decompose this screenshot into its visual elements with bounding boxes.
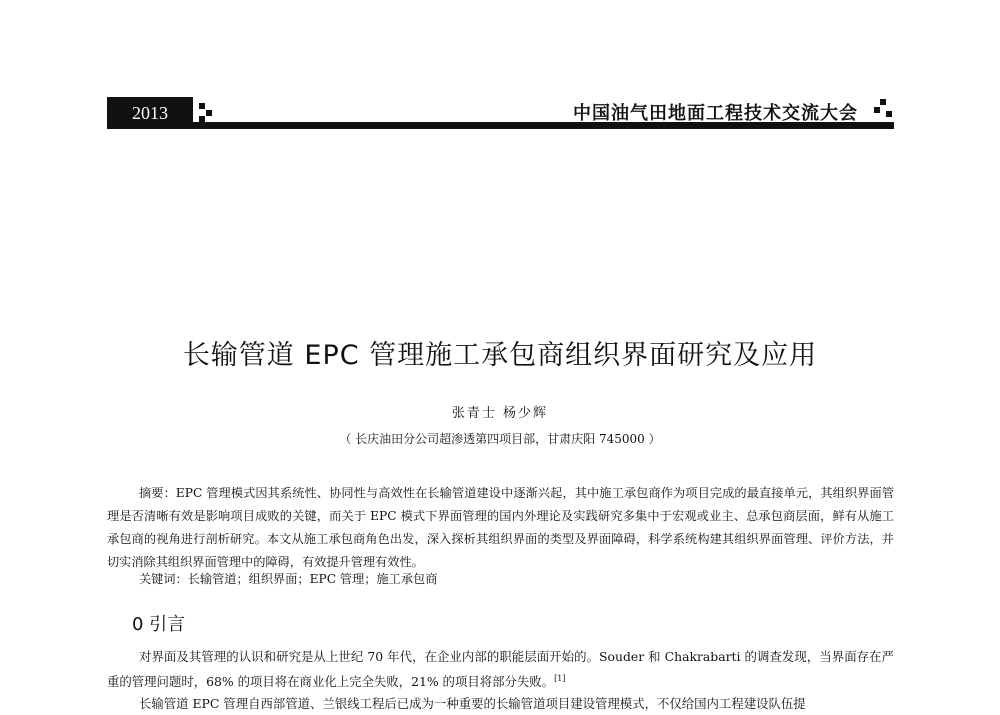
keywords-label: 关键词： xyxy=(139,572,188,586)
abstract-label: 摘要： xyxy=(139,486,176,500)
body-text xyxy=(107,646,894,712)
header-ornament-right xyxy=(880,99,886,105)
paragraph: 长输管道 EPC 管理自西部管道、兰银线工程后已成为一种重要的长输管道项目建设管理模式，不仅给国内工程建设队伍提 xyxy=(139,696,806,712)
header-ornament-right xyxy=(886,111,892,117)
section-heading: 0 引言 xyxy=(132,614,186,635)
paper-affiliation: （ 长庆油田分公司超渗透第四项目部，甘肃庆阳 745000 ） xyxy=(339,432,661,446)
paragraph xyxy=(107,646,894,693)
citation-ref: [1] xyxy=(554,674,566,683)
abstract-text: EPC 管理模式因其系统性、协同性与高效性在长输管道建设中逐渐兴起，其中施工承包商作为项目完成的最直接单元，其组织界面管理是否清晰有效是影响项目成败的关键，而关于 EPC 模式下界面管理的国内外理论及实践研究多集中于宏观或业主、总承包商层面，鲜有从施工承包商的视角进行剖析研究。本文从施工承包商角色出发，深入探析其组织界面的类型及界面障碍，科学系统构建其组织界面管理、评价方法，并切实消除其组织界面管理中的障碍，有效提升管理有效性。 xyxy=(107,486,895,569)
header-ornament-left xyxy=(206,110,212,116)
paper-authors: 张青士 杨少辉 xyxy=(451,406,549,421)
keywords xyxy=(139,570,437,587)
paragraph-text: 对界面及其管理的认识和研究是从上世纪 70 年代，在企业内部的职能层面开始的。Souder 和 Chakrabarti 的调查发现，当界面存在严重的管理问题时，68% 的项目将在商业化上完全失败，21% 的项目将部分失败。 xyxy=(107,649,894,690)
header-year: 2013 xyxy=(107,97,193,129)
header-ornament-left xyxy=(199,103,205,109)
conference-title: 中国油气田地面工程技术交流大会 xyxy=(573,103,858,124)
paper-title: 长输管道 EPC 管理施工承包商组织界面研究及应用 xyxy=(182,340,818,371)
header-ornament-left xyxy=(199,116,205,122)
abstract xyxy=(107,482,894,574)
header-ornament-right xyxy=(874,107,880,113)
keywords-text: 长输管道；组织界面；EPC 管理；施工承包商 xyxy=(187,572,438,586)
page-header xyxy=(107,97,894,129)
